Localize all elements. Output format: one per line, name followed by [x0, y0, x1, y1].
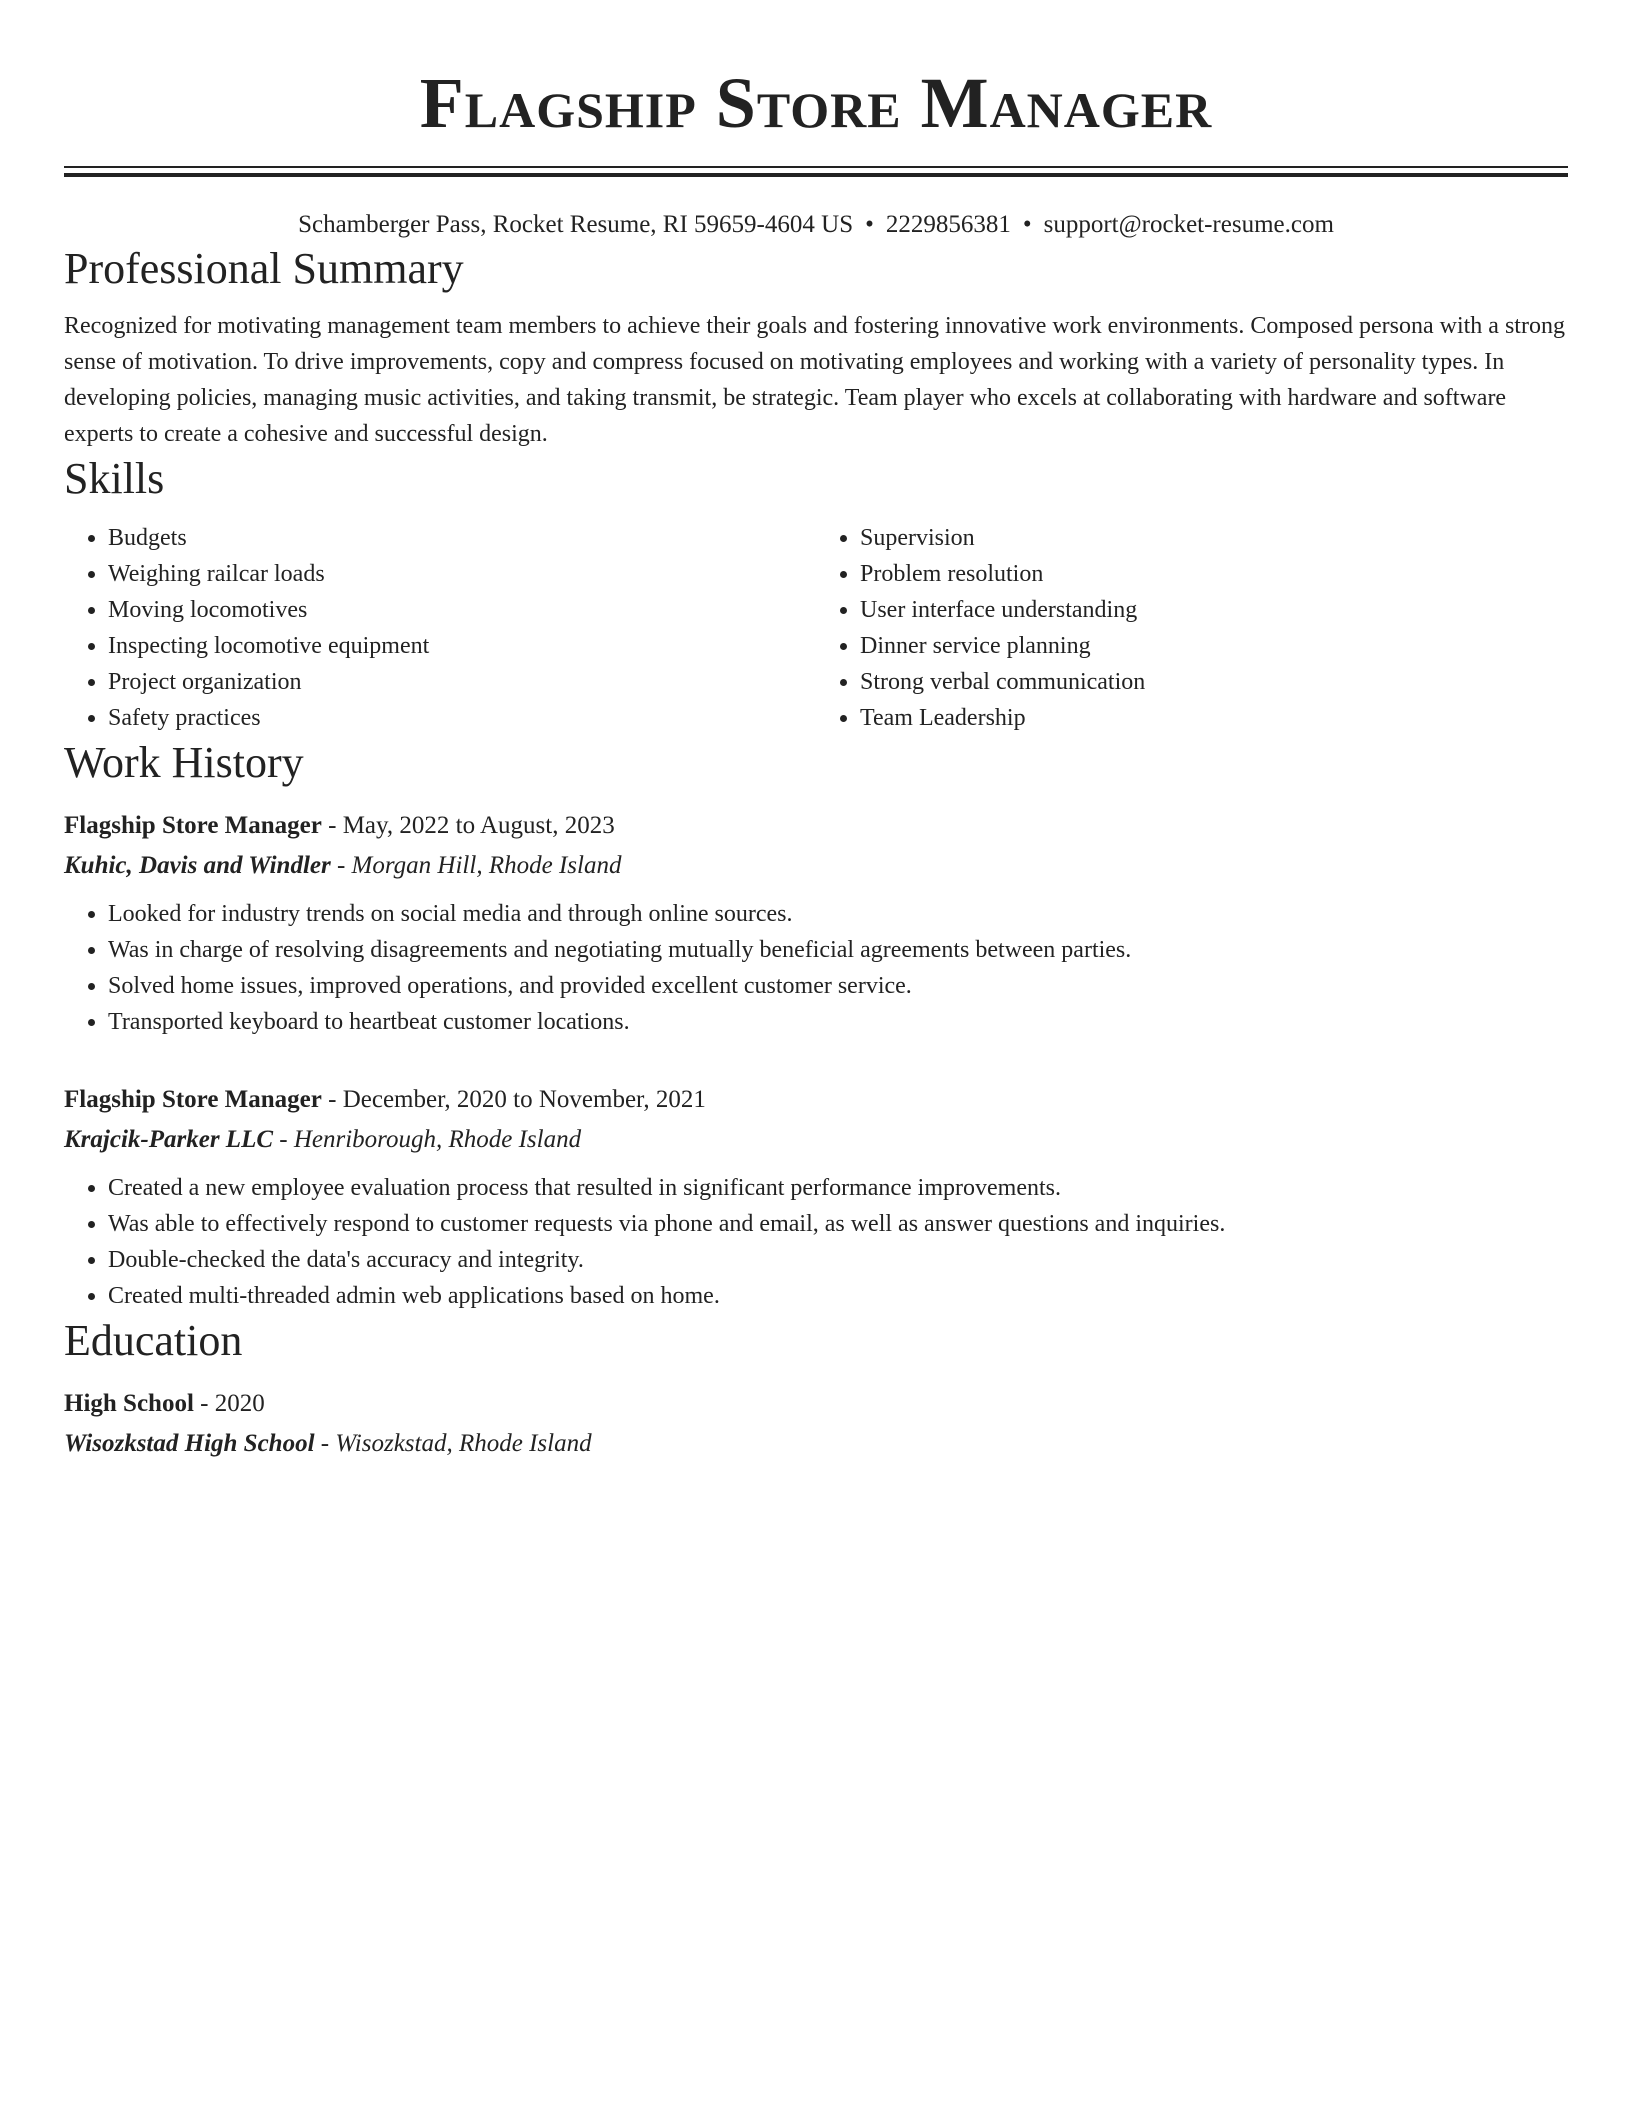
education-entry [64, 1384, 1568, 1464]
skill-item: • Budgets [108, 520, 816, 556]
contact-address: Schamberger Pass, Rocket Resume, RI 59659-4604 US [298, 211, 854, 238]
degree: High School [64, 1390, 194, 1417]
resume-title: Flagship Store Manager [419, 63, 1213, 143]
skills-list [64, 520, 1568, 736]
contact-phone: 2229856381 [885, 211, 1011, 238]
work-history-heading: Work History [64, 738, 304, 787]
summary-heading: Professional Summary [64, 244, 464, 293]
skill-item: • User interface understanding [860, 592, 1568, 628]
skill-item: • Inspecting locomotive equipment [108, 628, 816, 664]
job-title-line [64, 806, 1568, 846]
job-title: Flagship Store Manager [64, 1086, 322, 1113]
company-location: - Henriborough, Rhode Island [273, 1126, 582, 1153]
job-entry [64, 1080, 1568, 1314]
job-bullet: • Created multi-threaded admin web applications based on home. [108, 1278, 1568, 1314]
school-name: Wisozkstad High School [64, 1430, 315, 1457]
degree-line [64, 1384, 1568, 1424]
job-bullets [64, 1170, 1568, 1314]
contact-email: support@rocket-resume.com [1043, 211, 1334, 238]
education-heading: Education [64, 1316, 243, 1365]
skill-item: • Safety practices [108, 700, 816, 736]
company-line [64, 846, 1568, 886]
skill-item: • Moving locomotives [108, 592, 816, 628]
skills-column-right [816, 520, 1568, 736]
job-bullets [64, 896, 1568, 1040]
job-bullet: • Created a new employee evaluation process that resulted in significant performance improvements. [108, 1170, 1568, 1206]
skills-heading: Skills [64, 454, 165, 503]
header-divider [64, 166, 1568, 176]
divider-thick-line [64, 173, 1568, 177]
skills-column-left [64, 520, 816, 736]
summary-text: Recognized for motivating management team members to achieve their goals and fostering innovative work environments. Composed persona with a strong sense of motivation. To drive improvements, copy and compress focused on motivating employees and working with a variety of personality types. In developing policies, managing music activities, and taking transmit, be strategic. Team player who excels at collaborating with hardware and software experts to create a cohesive and successful design. [64, 313, 1565, 447]
job-bullet: • Double-checked the data's accuracy and integrity. [108, 1242, 1568, 1278]
job-bullet: • Was in charge of resolving disagreements and negotiating mutually beneficial agreements between parties. [108, 932, 1568, 968]
contact-separator: • [865, 211, 874, 238]
job-title: Flagship Store Manager [64, 812, 322, 839]
skill-item: • Project organization [108, 664, 816, 700]
contact-line [64, 208, 1568, 242]
skill-item: • Problem resolution [860, 556, 1568, 592]
company-line [64, 1120, 1568, 1160]
company-location: - Morgan Hill, Rhode Island [330, 852, 622, 879]
company-name: Kuhic, Davis and Windler [64, 852, 331, 879]
job-bullet: • Looked for industry trends on social media and through online sources. [108, 896, 1568, 932]
job-bullet: • Solved home issues, improved operations, and provided excellent customer service. [108, 968, 1568, 1004]
skill-item: • Dinner service planning [860, 628, 1568, 664]
skill-item: • Weighing railcar loads [108, 556, 816, 592]
job-bullet: • Was able to effectively respond to customer requests via phone and email, as well as answer questions and inquiries. [108, 1206, 1568, 1242]
job-entry [64, 806, 1568, 1040]
job-dates: - May, 2022 to August, 2023 [321, 812, 615, 839]
graduation-year: - 2020 [193, 1390, 265, 1417]
company-name: Krajcik-Parker LLC [64, 1126, 274, 1153]
school-location: - Wisozkstad, Rhode Island [314, 1430, 592, 1457]
school-line [64, 1424, 1568, 1464]
job-bullet: • Transported keyboard to heartbeat customer locations. [108, 1004, 1568, 1040]
skill-item: • Team Leadership [860, 700, 1568, 736]
skill-item: • Supervision [860, 520, 1568, 556]
contact-separator: • [1022, 211, 1032, 238]
job-dates: - December, 2020 to November, 2021 [321, 1086, 706, 1113]
divider-thin-line [64, 166, 1568, 168]
skill-item: • Strong verbal communication [860, 664, 1568, 700]
job-title-line [64, 1080, 1568, 1120]
